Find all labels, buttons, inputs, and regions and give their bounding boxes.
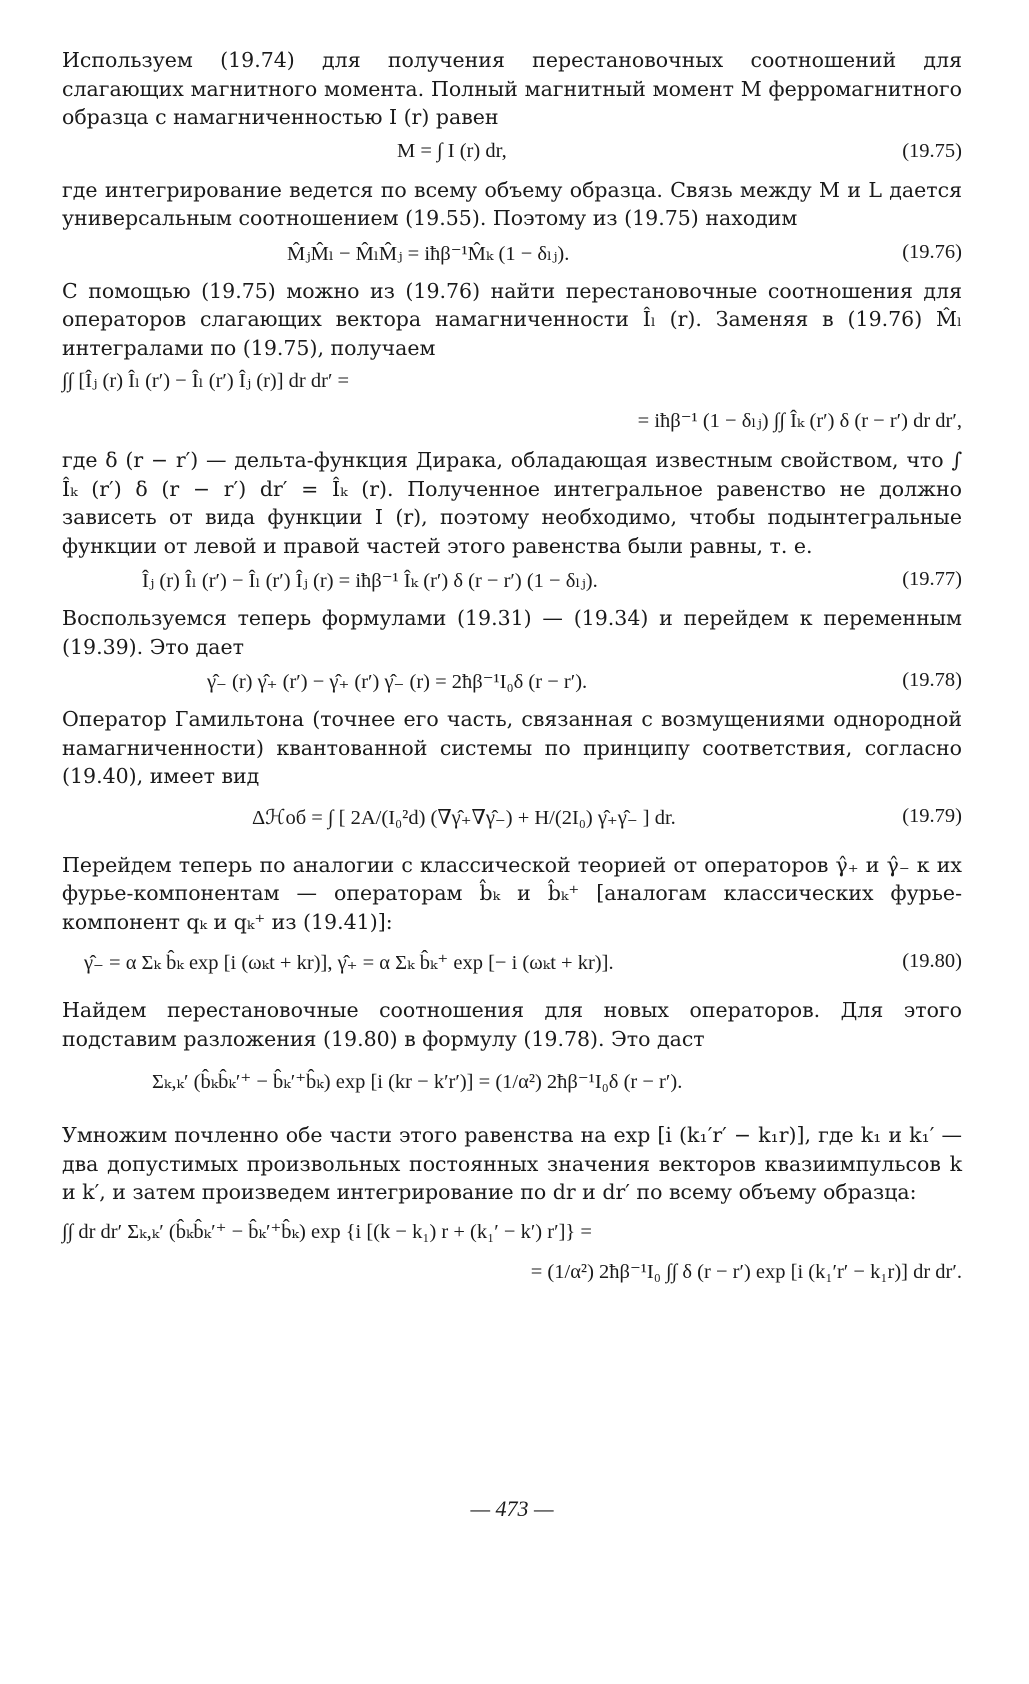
equation-body: M = ∫ I (r) dr, bbox=[397, 139, 507, 162]
equation-number: (19.80) bbox=[902, 950, 962, 972]
paragraph-7: Перейдем теперь по аналогии с классической теорией от операторов γ̂₊ и γ̂₋ к их фурье-компонентам — операторам b̂ₖ и b̂ₖ⁺ [аналогам классических фурье-компонент qₖ и qₖ⁺ из (19.41)]: bbox=[62, 852, 962, 934]
paragraph-1: Используем (19.74) для получения перестановочных соотношений для слагающих магнитного момента. Полный магнитный момент M ферромагнитного образца с намагниченностью I (r) равен bbox=[62, 48, 962, 129]
equation-unnumbered-line-3 bbox=[62, 1213, 962, 1253]
equation-19-80 bbox=[62, 936, 962, 996]
equation-number: (19.77) bbox=[902, 568, 962, 590]
equation-19-76 bbox=[62, 233, 962, 277]
equation-body: Δℋоб = ∫ [ 2A/(I₀²d) (∇γ̂₊∇γ̂₋) + H/(2I₀) γ̂₊γ̂₋ ] dr. bbox=[252, 806, 676, 829]
equation-number: (19.79) bbox=[902, 804, 962, 827]
equation-number: (19.76) bbox=[902, 240, 962, 263]
equation-19-78 bbox=[62, 661, 962, 705]
equation-19-79 bbox=[62, 791, 962, 851]
equation-body: M̂ⱼM̂ₗ − M̂ₗM̂ⱼ = iħβ⁻¹M̂ₖ (1 − δₗⱼ). bbox=[287, 242, 570, 265]
paragraph-9: Умножим почленно обе части этого равенства на exp [i (k₁′r′ − k₁r)], где k₁ и k₁′ — два допустимых произвольных постоянных значения векторов квазиимпульсов k и k′, и затем произведем интегрирование по dr и dr′ по всему объему образца: bbox=[62, 1123, 962, 1204]
page-number: — 473 — bbox=[470, 1496, 554, 1521]
paragraph-4: где δ (r − r′) — дельта-функция Дирака, обладающая известным свойством, что ∫ Îₖ (r′) δ (r − r′) dr′ = Îₖ (r). Полученное интегральное равенство не должно зависеть от вида функции I (r), поэтому необходимо, чтобы подынтегральные функции от левой и правой частей этого равенства были равны, т. е. bbox=[62, 448, 962, 558]
equation-body: = iħβ⁻¹ (1 − δₗⱼ) ∫∫ Îₖ (r′) δ (r − r′) dr dr′, bbox=[637, 410, 962, 432]
page-content bbox=[62, 46, 962, 1521]
equation-body: Σₖ,ₖ′ (b̂ₖb̂ₖ′⁺ − b̂ₖ′⁺b̂ₖ) exp [i (kr − k′r′)] = (1/α²) 2ħβ⁻¹I₀δ (r − r′). bbox=[152, 1071, 683, 1093]
equation-unnumbered-line-1 bbox=[62, 362, 962, 402]
equation-number: (19.75) bbox=[902, 139, 962, 162]
equation-unnumbered-line-2 bbox=[62, 402, 962, 446]
paragraph-3: С помощью (19.75) можно из (19.76) найти перестановочные соотношения для операторов слагающих вектора намагниченности Îₗ (r). Заменяя в (19.76) M̂ₗ интегралами по (19.75), получаем bbox=[62, 278, 962, 360]
equation-body: γ̂₋ (r) γ̂₊ (r′) − γ̂₊ (r′) γ̂₋ (r) = 2ħβ⁻¹I₀δ (r − r′). bbox=[207, 671, 588, 693]
equation-19-75 bbox=[62, 132, 962, 176]
equation-body: = (1/α²) 2ħβ⁻¹I₀ ∫∫ δ (r − r′) exp [i (k₁′r′ − k₁r)] dr dr′. bbox=[530, 1260, 962, 1283]
equation-body: ∫∫ dr dr′ Σₖ,ₖ′ (b̂ₖb̂ₖ′⁺ − b̂ₖ′⁺b̂ₖ) exp {i [(k − k₁) r + (k₁′ − k′) r′]} = bbox=[62, 1220, 592, 1243]
equation-19-77 bbox=[62, 560, 962, 604]
equation-body: γ̂₋ = α Σₖ b̂ₖ exp [i (ωₖt + kr)], γ̂₊ = α Σₖ b̂ₖ⁺ exp [− i (ωₖt + kr)]. bbox=[84, 952, 614, 974]
equation-body: ∫∫ [Îⱼ (r) Îₗ (r′) − Îₗ (r′) Îⱼ (r)] dr dr′ = bbox=[62, 370, 350, 392]
equation-unnumbered-commutator-sum bbox=[62, 1053, 962, 1121]
paragraph-8: Найдем перестановочные соотношения для новых операторов. Для этого подставим разложения (19.80) в формулу (19.78). Это даст bbox=[62, 998, 962, 1051]
paragraph-6: Оператор Гамильтона (точнее его часть, связанная с возмущениями однородной намагниченности) квантованной системы по принципу соответствия, согласно (19.40), имеет вид bbox=[62, 707, 962, 788]
paragraph-2: где интегрирование ведется по всему объему образца. Связь между M и L дается универсальным соотношением (19.55). Поэтому из (19.75) находим bbox=[62, 177, 962, 230]
paragraph-5: Воспользуемся теперь формулами (19.31) — (19.34) и перейдем к переменным (19.39). Это дает bbox=[62, 606, 962, 659]
equation-number: (19.78) bbox=[902, 669, 962, 691]
equation-unnumbered-line-4 bbox=[62, 1253, 962, 1297]
equation-body: Îⱼ (r) Îₗ (r′) − Îₗ (r′) Îⱼ (r) = iħβ⁻¹ Îₖ (r′) δ (r − r′) (1 − δₗⱼ). bbox=[142, 570, 598, 592]
